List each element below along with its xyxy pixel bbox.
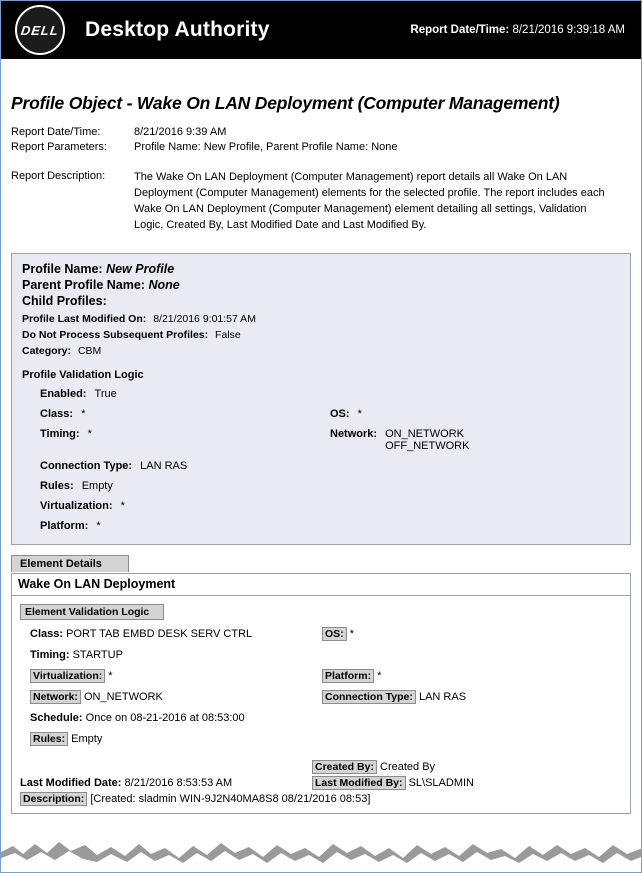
do-not-process-value: False	[215, 328, 241, 341]
element-row-last-modified	[20, 777, 622, 789]
profile-rules-spacer	[330, 480, 620, 492]
category-row	[22, 345, 620, 357]
element-network-value: ON_NETWORK	[84, 690, 163, 703]
element-description-label: Description:	[20, 792, 87, 806]
element-os-value: *	[349, 627, 355, 640]
profile-name-label: Profile Name:	[22, 261, 103, 276]
element-validation-heading: Element Validation Logic	[20, 604, 164, 620]
report-meta-row-description	[11, 156, 609, 237]
element-timing-spacer	[322, 649, 622, 661]
element-validation-grid	[20, 628, 622, 745]
element-class-label: Class:	[30, 627, 64, 640]
profile-validation-row-rules	[40, 480, 620, 492]
profile-class-label: Class:	[40, 407, 74, 420]
element-rules-label: Rules:	[30, 732, 68, 746]
element-body	[12, 596, 630, 813]
element-timing-value: STARTUP	[72, 648, 123, 661]
report-content	[1, 93, 641, 814]
profile-validation-row-timing-network	[40, 428, 620, 452]
element-created-by-spacer	[20, 761, 312, 773]
element-rules-value: Empty	[71, 732, 103, 745]
profile-rules-value: Empty	[81, 479, 113, 492]
element-last-modified-date-field	[20, 777, 312, 789]
element-row-rules	[30, 733, 622, 745]
element-last-modified-date-value: 8/21/2016 8:53:53 AM	[124, 776, 233, 789]
element-last-modified-by-label: Last Modified By:	[312, 776, 406, 790]
element-timing-field	[30, 649, 322, 661]
profile-name-row	[22, 262, 620, 276]
profile-connection-type-value: LAN RAS	[140, 459, 188, 472]
profile-connection-type-field	[40, 460, 330, 472]
profile-rules-field	[40, 480, 330, 492]
profile-platform-field	[40, 520, 330, 532]
profile-timing-label: Timing:	[40, 427, 80, 440]
profile-network-values	[380, 428, 469, 452]
element-created-by-label: Created By:	[312, 760, 377, 774]
dell-logo-icon	[15, 5, 65, 55]
profile-enabled-field	[40, 388, 330, 400]
profile-os-field	[330, 408, 620, 420]
element-virtualization-value: *	[108, 669, 113, 682]
element-platform-value: *	[377, 669, 382, 682]
profile-summary-panel	[11, 253, 631, 545]
profile-timing-field	[40, 428, 330, 452]
header-report-datetime-value: 8/21/2016 9:39:18 AM	[512, 24, 625, 36]
profile-virtualization-field	[40, 500, 330, 512]
element-schedule-field	[30, 712, 322, 724]
torn-paper-edge	[1, 832, 641, 872]
profile-validation-grid	[22, 388, 620, 532]
element-row-network-connection	[30, 691, 622, 703]
profile-class-value: *	[81, 407, 86, 420]
profile-enabled-spacer	[330, 388, 620, 400]
page-title: Profile Object - Wake On LAN Deployment (Computer Management)	[11, 93, 560, 113]
element-row-schedule	[30, 712, 622, 724]
element-description-field	[20, 793, 622, 805]
profile-rules-label: Rules:	[40, 479, 74, 492]
profile-validation-row-class-os	[40, 408, 620, 420]
report-meta-row-parameters	[11, 141, 609, 156]
report-description-value: The Wake On LAN Deployment (Computer Management) report details all Wake On LAN Deployment (Computer Management) elements for the selected profile. The report includes each Wake On LAN Deployment (Computer Management) element detailing all settings, Validation Logic, Created By, Last Modified Date and Last Modified By.	[134, 171, 605, 231]
profile-connection-type-label: Connection Type:	[40, 459, 133, 472]
header-report-datetime	[410, 24, 625, 36]
report-parameters-value: Profile Name: New Profile, Parent Profile Name: None	[134, 141, 398, 153]
profile-enabled-value: True	[94, 387, 117, 400]
report-meta-table	[11, 126, 609, 237]
element-schedule-spacer	[322, 712, 622, 724]
profile-validation-row-enabled	[40, 388, 620, 400]
profile-class-field	[40, 408, 330, 420]
profile-virtualization-value: *	[120, 499, 125, 512]
element-rules-spacer	[322, 733, 622, 745]
profile-network-value-0: ON_NETWORK	[385, 427, 464, 440]
element-virtualization-label: Virtualization:	[30, 669, 105, 683]
element-created-by-field	[312, 761, 622, 773]
profile-os-value: *	[357, 407, 362, 420]
element-os-field	[322, 628, 622, 640]
profile-network-field	[330, 428, 620, 452]
element-last-modified-by-value: SL\SLADMIN	[408, 776, 474, 789]
element-row-created-by	[20, 761, 622, 773]
parent-profile-row	[22, 278, 620, 292]
profile-validation-row-connection	[40, 460, 620, 472]
report-meta-row-datetime	[11, 126, 609, 141]
profile-name-value: New Profile	[106, 261, 175, 276]
tab-element-details[interactable]: Element Details	[11, 555, 129, 572]
profile-platform-value: *	[96, 519, 101, 532]
profile-platform-label: Platform:	[40, 519, 89, 532]
element-connection-type-label: Connection Type:	[322, 690, 416, 704]
parent-profile-value: None	[148, 277, 180, 292]
element-timing-label: Timing:	[30, 648, 70, 661]
report-parameters-label: Report Parameters:	[11, 141, 107, 153]
profile-validation-row-platform	[40, 520, 620, 532]
element-row-class-os	[30, 628, 622, 640]
report-datetime-label: Report Date/Time:	[11, 126, 101, 138]
element-schedule-value: Once on 08-21-2016 at 08:53:00	[85, 711, 245, 724]
profile-os-label: OS:	[330, 407, 350, 420]
element-details-tab-strip	[11, 555, 631, 573]
element-schedule-label: Schedule:	[30, 711, 83, 724]
element-connection-type-value: LAN RAS	[418, 690, 467, 703]
element-network-field	[30, 691, 322, 703]
header-report-datetime-label: Report Date/Time:	[410, 24, 510, 36]
element-platform-label: Platform:	[322, 669, 374, 683]
profile-virtualization-label: Virtualization:	[40, 499, 113, 512]
element-rules-field	[30, 733, 322, 745]
profile-connection-spacer	[330, 460, 620, 472]
profile-last-modified-row	[22, 313, 620, 325]
profile-network-value-1: OFF_NETWORK	[385, 439, 470, 452]
profile-last-modified-label: Profile Last Modified On:	[22, 312, 147, 325]
element-row-timing	[30, 649, 622, 661]
element-platform-field	[322, 670, 622, 682]
parent-profile-label: Parent Profile Name:	[22, 277, 145, 292]
profile-platform-spacer	[330, 520, 620, 532]
element-virtualization-field	[30, 670, 322, 682]
torn-edge-graphic	[1, 832, 641, 872]
profile-last-modified-value: 8/21/2016 9:01:57 AM	[153, 312, 256, 325]
do-not-process-label: Do Not Process Subsequent Profiles:	[22, 328, 209, 341]
element-details-panel	[11, 573, 631, 814]
app-header	[1, 1, 641, 59]
element-class-value: PORT TAB EMBD DESK SERV CTRL	[66, 627, 253, 640]
category-value: CBM	[77, 344, 102, 357]
report-description-label: Report Description:	[11, 170, 106, 182]
element-os-label: OS:	[322, 627, 347, 641]
app-title: Desktop Authority	[85, 18, 270, 41]
profile-timing-value: *	[87, 427, 92, 440]
dell-logo-text: DELL	[19, 22, 61, 38]
profile-validation-row-virtualization	[40, 500, 620, 512]
element-title: Wake On LAN Deployment	[12, 574, 630, 596]
do-not-process-row	[22, 329, 620, 341]
element-last-modified-date-label: Last Modified Date:	[20, 776, 122, 789]
element-row-virtualization-platform	[30, 670, 622, 682]
element-connection-type-field	[322, 691, 622, 703]
element-class-field	[30, 628, 322, 640]
element-created-by-value: Created By	[380, 760, 436, 773]
element-last-modified-by-field	[312, 777, 622, 789]
child-profiles-label: Child Profiles:	[22, 293, 107, 308]
profile-network-label: Network:	[330, 427, 378, 440]
profile-validation-heading: Profile Validation Logic	[22, 368, 144, 381]
profile-virtualization-spacer	[330, 500, 620, 512]
element-description-value: [Created: sladmin WIN-9J2N40MA8S8 08/21/2016 08:53]	[90, 792, 371, 805]
category-label: Category:	[22, 344, 72, 357]
element-network-label: Network:	[30, 690, 81, 704]
report-datetime-value: 8/21/2016 9:39 AM	[134, 126, 227, 138]
element-footer-block	[20, 761, 622, 805]
profile-enabled-label: Enabled:	[40, 387, 87, 400]
